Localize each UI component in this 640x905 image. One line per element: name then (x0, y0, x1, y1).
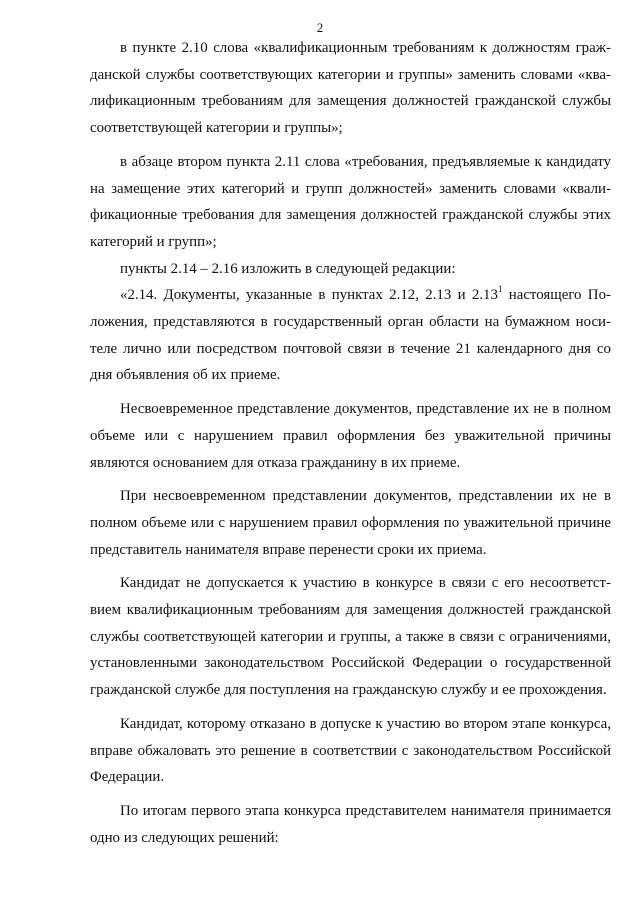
page-number: 2 (316, 20, 324, 35)
document-body (90, 35, 611, 851)
paragraph-appeal-right: Кандидат, которому отказано в допуске к участию во втором этапе конкурса, вправе обжаловать это решение в соответствии с законодательством Российской Федерации. (90, 715, 611, 786)
superscript-1: 1 (497, 284, 503, 295)
paragraph-valid-reason: При несвоевременном представлении документов, представлении их не в полном объеме или с нарушением правил оформления по уважительной причине представитель нанимателя вправе перенести сроки их приема. (90, 488, 611, 558)
paragraph-2-14 (90, 282, 611, 389)
paragraph-2-14-text-after: настоящего Положения, представляются в государственный орган области на бумажном носителе лично или посредством почтовой связи в течение 21 календарного дня со дня объявления об их приеме. (90, 287, 611, 384)
paragraph-candidate-not-admitted: Кандидат не допускается к участию в конкурсе в связи с его несоответствием квалификационным требованиям для замещения должностей гражданской службы соответствующей категории и группы, а также в связи с ограничениями, установленными законодательством Российской Федерации о государственной гражданской службе для поступления на гражданскую службу и ее прохождения. (90, 575, 611, 699)
paragraph-item-2-11: в абзаце втором пункта 2.11 слова «требования, предъявляемые к кандидату на замещение этих категорий и групп должностей» заменить словами «квалификационные требования для замещения должностей гражданской службы этих категорий и групп»; (90, 153, 611, 250)
paragraph-untimely-submission: Несвоевременное представление документов, представление их не в полном объеме или с нарушением правил оформления без уважительной причины являются основанием для отказа гражданину в их приеме. (90, 401, 611, 471)
paragraph-items-2-14-2-16: пункты 2.14 – 2.16 изложить в следующей редакции: (120, 260, 456, 277)
paragraph-item-2-10: в пункте 2.10 слова «квалификационным требованиям к должностям гражданской службы соответствующих категории и группы» заменить словами «квалификационным требованиям для замещения должностей гражданской службы соответствующей категории и группы»; (90, 40, 611, 137)
paragraph-2-14-text-before: «2.14. Документы, указанные в пунктах 2.12, 2.13 и 2.13 (120, 287, 498, 304)
paragraph-first-stage-results: По итогам первого этапа конкурса представителем нанимателя принимается одно из следующих решений: (90, 802, 611, 846)
